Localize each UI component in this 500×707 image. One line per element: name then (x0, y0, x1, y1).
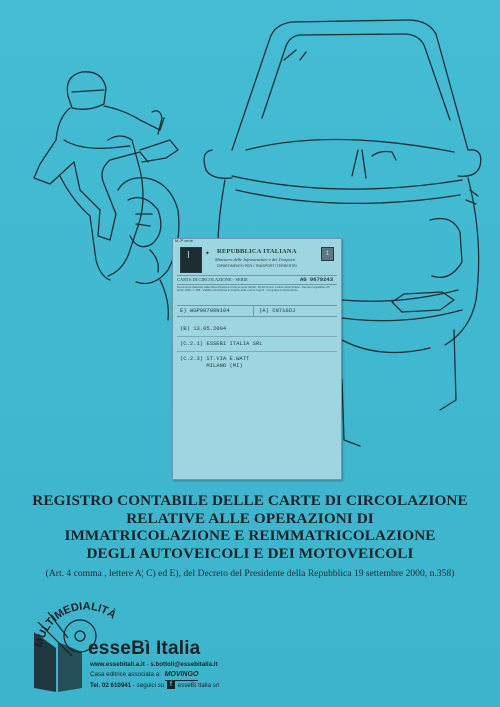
publisher-email[interactable]: s.bottoli@essebitalia.it (150, 661, 218, 668)
cover-title (10, 492, 490, 562)
card-line-c2: (C.2.3) ST.VIA E.WATT MILANO (MI) (180, 355, 250, 369)
card-number: AG 0679243 (299, 276, 333, 283)
follow-label: - seguici su (132, 682, 165, 689)
card-rule (177, 351, 337, 352)
card-vin: E) WGP00700N104 (180, 307, 230, 314)
title-line: DEGLI AUTOVEICOLI E DEI MOTOVEICOLI (86, 544, 414, 562)
legal-reference: (Art. 4 comma , lettere A¦ C) ed E), del Decreto del Presidente della Repubblica 19 settembre 2000, n.358) (45, 568, 455, 579)
card-rule (177, 336, 337, 337)
publisher-website[interactable]: www.essebitali.a.it (90, 661, 145, 668)
card-small-print: Documento rilasciato dalla Motorizzazione Civile ai sensi dell'art. 93 del Nuovo Codice della Strada - Decreto Legislativo 30 aprile 1992, n. 285 - Validità subordinata al rispetto delle norme vigenti - Compilare in stampatello. (177, 285, 330, 293)
flag-icon (180, 247, 202, 273)
facebook-icon[interactable]: f (167, 681, 175, 689)
card-divider (253, 306, 254, 316)
associated-label: Casa editrice associata a: (90, 671, 161, 678)
logo-badge-text: MULTIMEDIALITÀ (33, 600, 119, 649)
card-series-row (177, 275, 337, 285)
card-series-label: M 2ª serie (175, 238, 193, 243)
card-plate: (A) CN716DJ (259, 307, 296, 314)
republic-emblem-icon: ✦ (205, 249, 210, 258)
publisher-name: esseBì Italia (88, 638, 201, 659)
publisher-contacts: www.essebitali.a.it - s.bottoli@essebitalia.it Casa editrice associata a: MOVINGO Tel. 02 610941 - seguici su f esseBi Italia srl (90, 661, 220, 689)
card-corner-mark: 1 (321, 247, 334, 261)
card-department: DIPARTIMENTO PER I TRASPORTI TERRESTRI (217, 264, 297, 268)
card-ministry: Ministero delle Infrastrutture e dei Trasporti (215, 257, 296, 262)
publisher-phone: Tel. 02 610941 (90, 682, 132, 689)
card-republic: REPUBBLICA ITALIANA (217, 248, 297, 255)
card-id-row (177, 305, 337, 317)
card-line-c1: (C.2.1) ESSEBI ITALIA SRL (180, 340, 263, 347)
card-header (177, 245, 337, 273)
partner-logo: MOVINGO (165, 670, 199, 681)
facebook-name[interactable]: esseBi Italia srl (177, 682, 220, 689)
card-carta-label: CARTA DI CIRCOLAZIONE - SERIE (177, 277, 248, 282)
title-line: RELATIVE ALLE OPERAZIONI DI (126, 509, 374, 527)
card-line-b: (B) 13.05.2004 (180, 325, 227, 332)
title-line: REGISTRO CONTABILE DELLE CARTE DI CIRCOLAZIONE (32, 492, 468, 509)
registration-card-image (172, 238, 342, 480)
title-line: IMMATRICOLAZIONE E REIMMATRICOLAZIONE (64, 527, 436, 544)
